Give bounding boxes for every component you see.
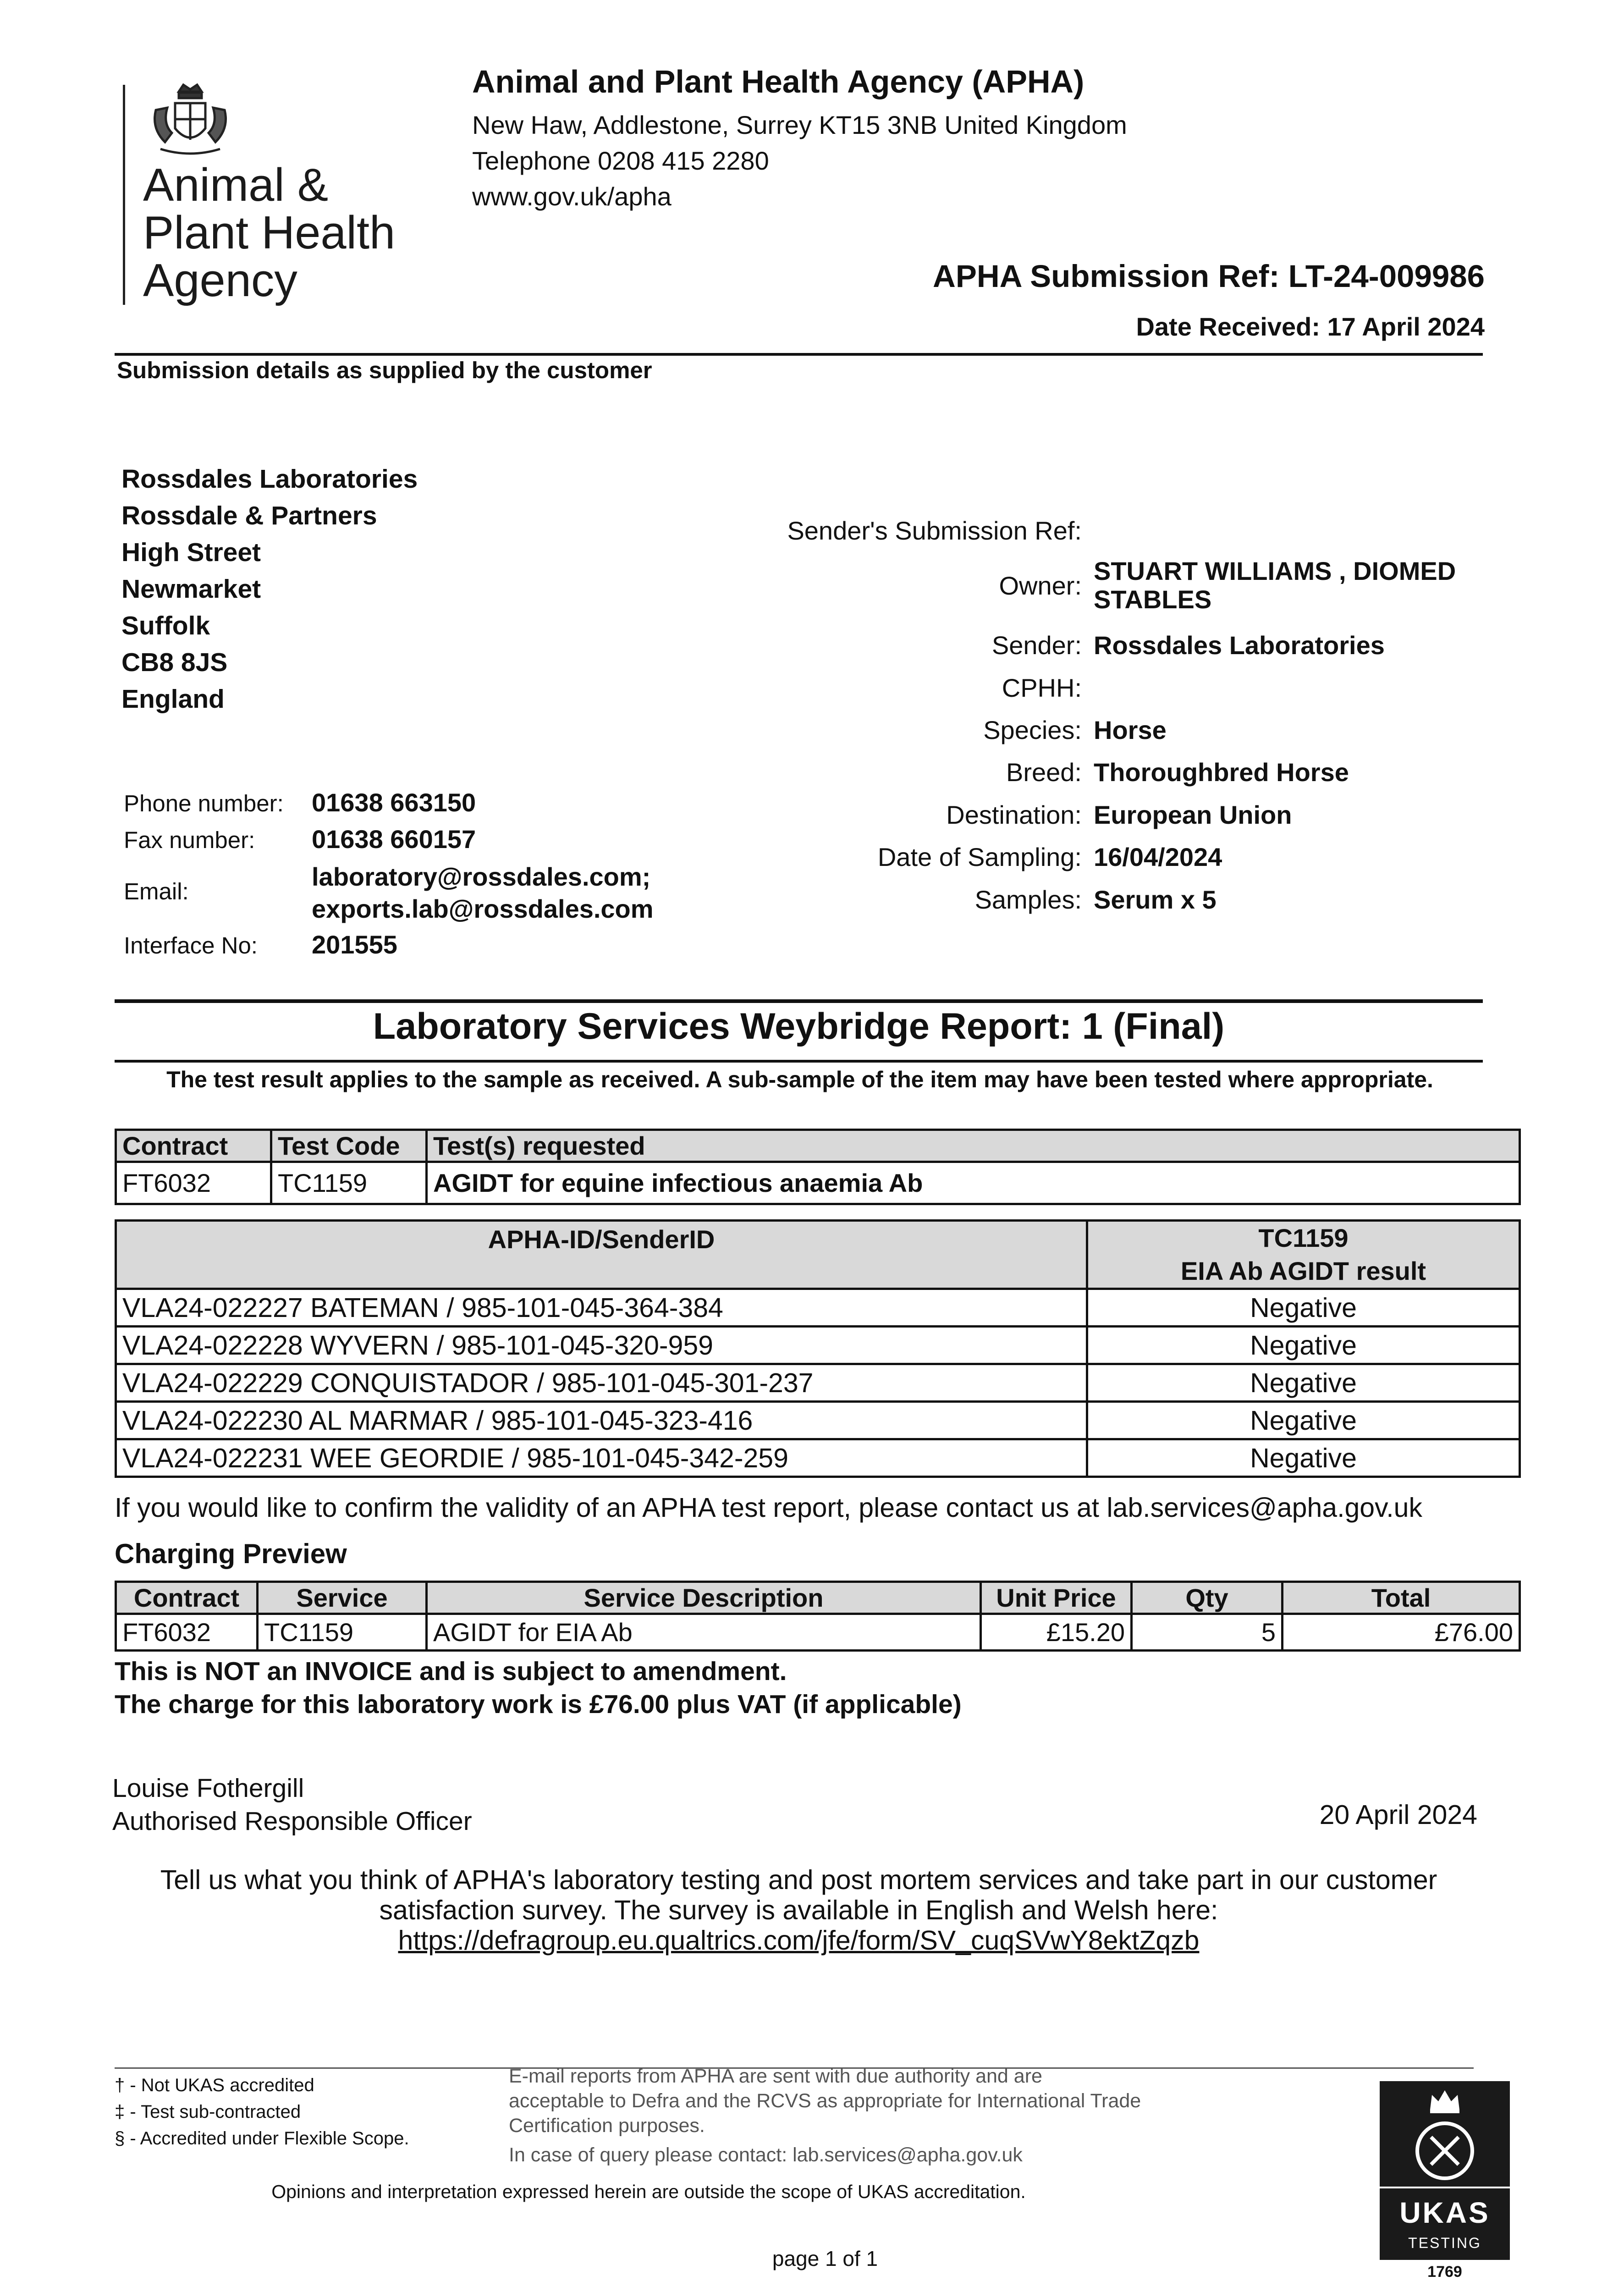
report-rule-top — [115, 999, 1483, 1003]
species-label: Species: — [983, 716, 1082, 744]
charge-qty: 5 — [1132, 1614, 1283, 1651]
header-rule — [115, 353, 1483, 356]
charge-service: TC1159 — [258, 1614, 427, 1651]
customer-address — [121, 461, 418, 717]
sampling-value: 16/04/2024 — [1094, 843, 1222, 871]
invoice-notice: This is NOT an INVOICE and is subject to amendment. The charge for this laboratory work is £76.00 plus VAT (if applicable) — [115, 1657, 962, 1719]
tests-header-contract: Contract — [116, 1130, 271, 1162]
ukas-number: 1769 — [1427, 2263, 1462, 2281]
address-line: Newmarket — [121, 574, 261, 604]
charge-header-service: Service — [258, 1582, 427, 1614]
charging-preview-heading: Charging Preview — [115, 1538, 347, 1569]
tests-header-code: Test Code — [271, 1130, 427, 1162]
address-line: England — [121, 684, 225, 714]
submission-details-heading: Submission details as supplied by the customer — [117, 357, 652, 383]
sample-id: VLA24-022228 WYVERN / 985-101-045-320-959 — [116, 1327, 1087, 1364]
destination-value: European Union — [1094, 800, 1292, 829]
sample-result: Negative — [1087, 1439, 1520, 1477]
table-row — [116, 1327, 1520, 1364]
report-rule-bottom — [115, 1060, 1483, 1063]
interface-value: 201555 — [312, 930, 397, 959]
page-number: page 1 of 1 — [772, 2247, 878, 2270]
sample-result: Negative — [1087, 1364, 1520, 1402]
address-line: High Street — [121, 538, 261, 567]
email-label: Email: — [124, 878, 189, 904]
table-row — [116, 1364, 1520, 1402]
samples-label: Samples: — [974, 885, 1082, 914]
results-header-result: TC1159 EIA Ab AGIDT result — [1087, 1221, 1520, 1289]
results-table — [115, 1219, 1521, 1478]
destination-label: Destination: — [946, 800, 1082, 829]
survey-link[interactable]: https://defragroup.eu.qualtrics.com/jfe/form/SV_cuqSVwY8ektZqzb — [398, 1925, 1200, 1956]
owner-label: Owner: — [999, 571, 1082, 600]
tests-contract: FT6032 — [116, 1162, 271, 1204]
charging-table — [115, 1581, 1521, 1652]
charge-total: £76.00 — [1283, 1614, 1520, 1651]
sampling-label: Date of Sampling: — [877, 843, 1082, 871]
crown-icon — [1426, 2087, 1463, 2114]
signatory-name: Louise Fothergill — [112, 1774, 304, 1803]
report-date: 20 April 2024 — [1319, 1800, 1477, 1830]
tests-header-requested: Test(s) requested — [427, 1130, 1520, 1162]
fax-value: 01638 660157 — [312, 825, 476, 854]
ukas-name: UKAS — [1399, 2196, 1490, 2229]
signatory-role: Authorised Responsible Officer — [112, 1807, 472, 1836]
agency-website: www.gov.uk/apha — [472, 182, 672, 211]
breed-value: Thoroughbred Horse — [1094, 758, 1349, 787]
charge-header-contract: Contract — [116, 1582, 258, 1614]
senders-ref-label: Sender's Submission Ref: — [787, 516, 1082, 545]
tests-table — [115, 1129, 1521, 1205]
fax-label: Fax number: — [124, 827, 255, 853]
sample-result: Negative — [1087, 1289, 1520, 1327]
address-line: CB8 8JS — [121, 648, 228, 677]
address-line: Rossdales Laboratories — [121, 464, 418, 494]
sample-id: VLA24-022229 CONQUISTADOR / 985-101-045-301-237 — [116, 1364, 1087, 1402]
agency-telephone: Telephone 0208 415 2280 — [472, 146, 769, 175]
survey-note: Tell us what you think of APHA's laboratory testing and post mortem services and take part in our customer satisfaction survey. The survey is available in English and Welsh here: https://defragroup.eu.qualtrics.com/jfe/form/SV_cuqSVwY8ektZqzb — [115, 1865, 1483, 1956]
agency-address: New Haw, Addlestone, Surrey KT15 3NB United Kingdom — [472, 110, 1127, 139]
logo-divider — [123, 85, 125, 305]
royal-crest-icon — [147, 83, 234, 160]
table-row — [116, 1289, 1520, 1327]
charge-header-unit-price: Unit Price — [981, 1582, 1132, 1614]
report-note: The test result applies to the sample as received. A sub-sample of the item may have been tested where appropriate. — [166, 1067, 1433, 1092]
sample-result: Negative — [1087, 1402, 1520, 1439]
email-value: laboratory@rossdales.com; exports.lab@rossdales.com — [312, 862, 654, 923]
charge-header-total: Total — [1283, 1582, 1520, 1614]
ukas-mark — [1380, 2081, 1510, 2260]
charge-description: AGIDT for EIA Ab — [427, 1614, 981, 1651]
submission-ref: APHA Submission Ref: LT-24-009986 — [933, 259, 1485, 294]
charge-contract: FT6032 — [116, 1614, 258, 1651]
accreditation-legend: † - Not UKAS accredited ‡ - Test sub-contracted § - Accredited under Flexible Scope. — [115, 2075, 409, 2149]
validity-note: If you would like to confirm the validity of an APHA test report, please contact us at lab.services@apha.gov.uk — [115, 1493, 1422, 1523]
sample-id: VLA24-022227 BATEMAN / 985-101-045-364-384 — [116, 1289, 1087, 1327]
sender-value: Rossdales Laboratories — [1094, 631, 1385, 660]
phone-value: 01638 663150 — [312, 788, 476, 817]
interface-label: Interface No: — [124, 932, 258, 959]
tests-description: AGIDT for equine infectious anaemia Ab — [427, 1162, 1520, 1204]
tests-code: TC1159 — [271, 1162, 427, 1204]
sample-id: VLA24-022230 AL MARMAR / 985-101-045-323-416 — [116, 1402, 1087, 1439]
agency-logo-text: Animal & Plant Health Agency — [143, 160, 396, 306]
charge-unit-price: £15.20 — [981, 1614, 1132, 1651]
ukas-scope-note: Opinions and interpretation expressed herein are outside the scope of UKAS accreditation. — [271, 2181, 1026, 2202]
phone-label: Phone number: — [124, 790, 284, 816]
agency-name: Animal and Plant Health Agency (APHA) — [472, 64, 1085, 99]
samples-value: Serum x 5 — [1094, 885, 1217, 914]
table-row — [116, 1439, 1520, 1477]
ukas-testing: TESTING — [1408, 2235, 1481, 2251]
sample-result: Negative — [1087, 1327, 1520, 1364]
charge-header-description: Service Description — [427, 1582, 981, 1614]
owner-value: STUART WILLIAMS , DIOMED STABLES — [1094, 556, 1456, 614]
sample-id: VLA24-022231 WEE GEORDIE / 985-101-045-342-259 — [116, 1439, 1087, 1477]
sender-label: Sender: — [991, 631, 1082, 660]
address-line: Rossdale & Partners — [121, 501, 377, 530]
cphh-label: CPHH: — [1002, 673, 1082, 702]
report-title: Laboratory Services Weybridge Report: 1 (Final) — [373, 1006, 1225, 1047]
results-header-id: APHA-ID/SenderID — [116, 1221, 1087, 1289]
charge-header-qty: Qty — [1132, 1582, 1283, 1614]
address-line: Suffolk — [121, 611, 210, 640]
species-value: Horse — [1094, 716, 1167, 744]
signatory — [112, 1772, 472, 1838]
table-row — [116, 1402, 1520, 1439]
ukas-tick-icon — [1413, 2119, 1477, 2183]
email-authority-note: E-mail reports from APHA are sent with due authority and are acceptable to Defra and the RCVS as appropriate for International Trade Certification purposes. In case of query please contact: lab.services@apha.gov.uk — [509, 2065, 1141, 2166]
date-received: Date Received: 17 April 2024 — [1136, 312, 1485, 341]
breed-label: Breed: — [1006, 758, 1082, 787]
